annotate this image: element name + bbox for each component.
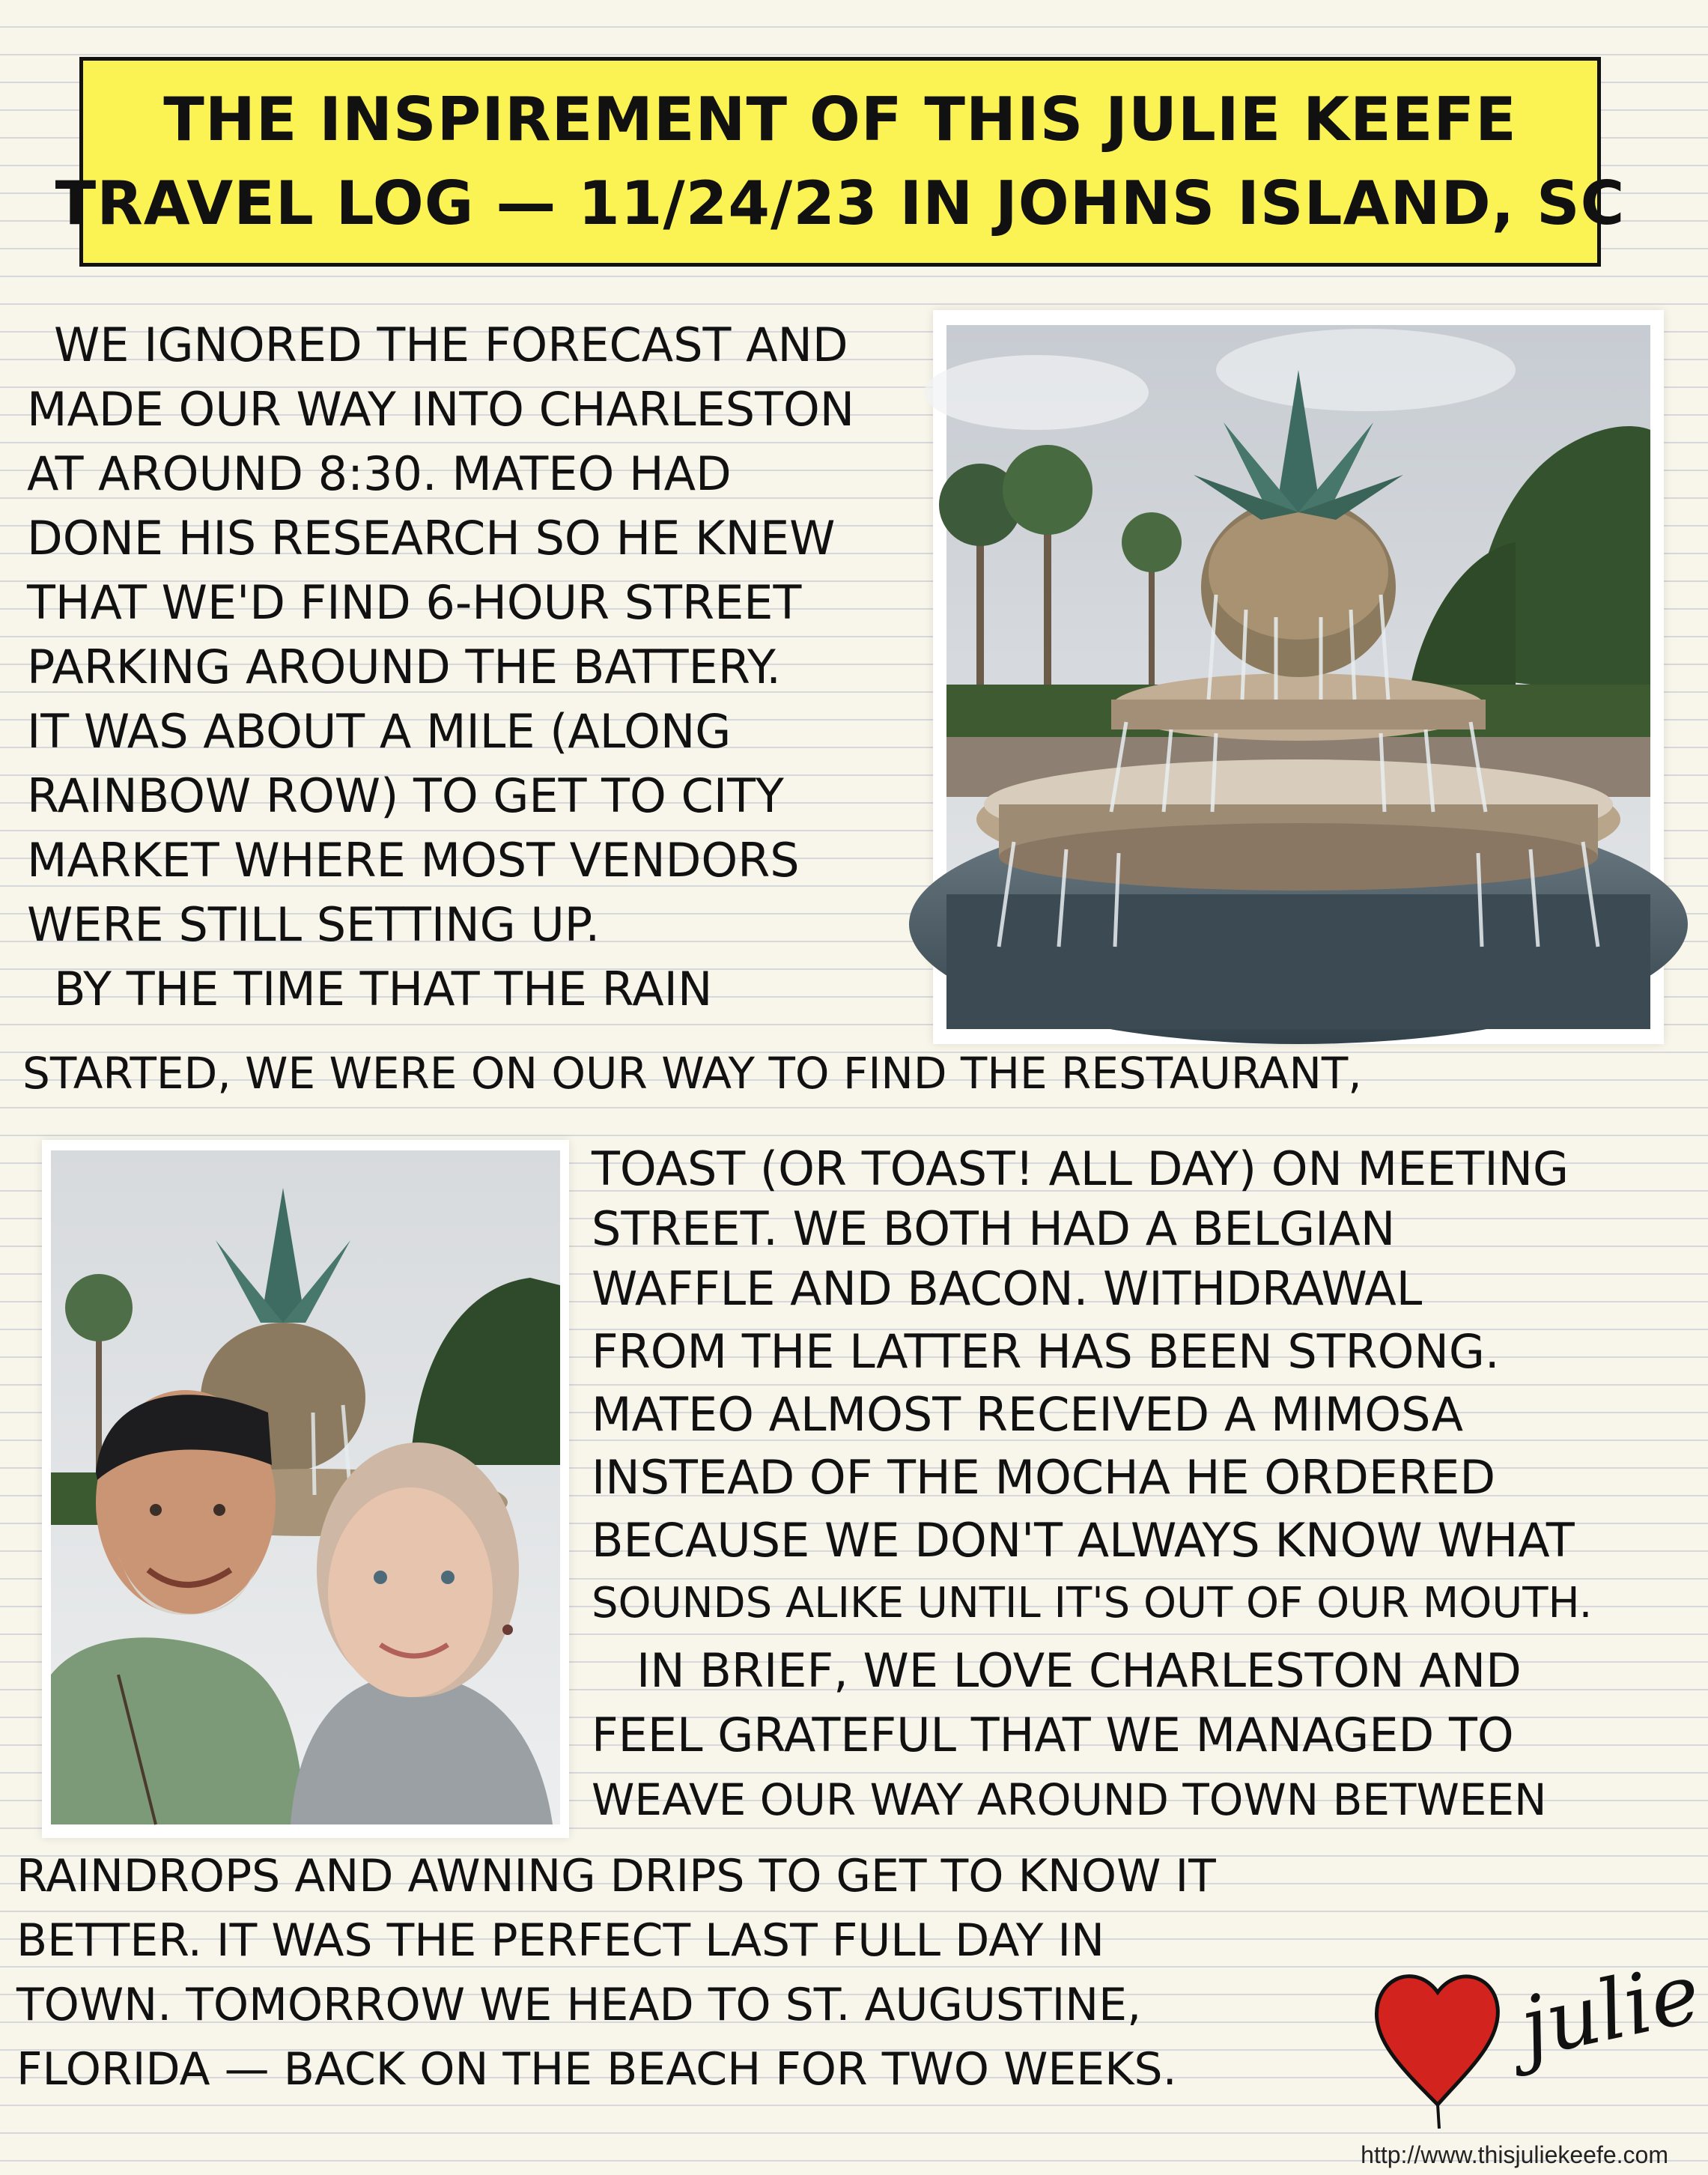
signature: julie (1512, 1944, 1708, 2076)
body-line-26: TOWN. TOMORROW WE HEAD TO ST. AUGUSTINE, (16, 1979, 1142, 2031)
title-line-1: THE INSPIREMENT OF THIS JULIE KEEFE (163, 85, 1517, 154)
body-line-19: BECAUSE WE DON'T ALWAYS KNOW WHAT (592, 1513, 1575, 1568)
body-line-5: THAT WE'D FIND 6-HOUR STREET (27, 575, 802, 630)
selfie-photo (42, 1140, 569, 1838)
body-line-27: FLORIDA — BACK ON THE BEACH FOR TWO WEEKS. (16, 2043, 1177, 2096)
body-line-4: DONE HIS RESEARCH SO HE KNEW (27, 511, 836, 565)
body-line-14: STREET. WE BOTH HAD A BELGIAN (592, 1201, 1396, 1256)
body-line-8: RAINBOW ROW) TO GET TO CITY (27, 768, 784, 823)
body-line-3: AT AROUND 8:30. MATEO HAD (27, 446, 732, 501)
body-line-12: STARTED, WE WERE ON OUR WAY TO FIND THE RESTAURANT, (22, 1048, 1362, 1099)
body-line-1: WE IGNORED THE FORECAST AND (54, 318, 848, 372)
title-line-2: TRAVEL LOG — 11/24/23 IN JOHNS ISLAND, SC (55, 169, 1626, 238)
body-line-23: WEAVE OUR WAY AROUND TOWN BETWEEN (592, 1774, 1547, 1825)
body-line-24: RAINDROPS AND AWNING DRIPS TO GET TO KNOW IT (16, 1850, 1216, 1902)
body-line-20: SOUNDS ALIKE UNTIL IT'S OUT OF OUR MOUTH. (592, 1579, 1593, 1628)
body-line-10: WERE STILL SETTING UP. (27, 897, 601, 952)
footer-url[interactable]: http://www.thisjuliekeefe.com (1361, 2141, 1668, 2168)
body-line-17: MATEO ALMOST RECEIVED A MIMOSA (592, 1387, 1463, 1442)
body-line-2: MADE OUR WAY INTO CHARLESTON (27, 382, 855, 437)
title-box (55, 57, 1626, 267)
body-line-11: BY THE TIME THAT THE RAIN (54, 962, 713, 1016)
body-line-16: FROM THE LATTER HAS BEEN STRONG. (592, 1324, 1500, 1379)
body-line-18: INSTEAD OF THE MOCHA HE ORDERED (592, 1450, 1496, 1505)
body-line-22: FEEL GRATEFUL THAT WE MANAGED TO (592, 1708, 1514, 1762)
body-line-21: IN BRIEF, WE LOVE CHARLESTON AND (636, 1643, 1522, 1698)
heart-signature (1370, 1932, 1708, 2142)
body-line-7: IT WAS ABOUT A MILE (ALONG (27, 704, 732, 759)
body-line-6: PARKING AROUND THE BATTERY. (27, 640, 781, 694)
body-line-25: BETTER. IT WAS THE PERFECT LAST FULL DAY IN (16, 1914, 1105, 1967)
body-line-15: WAFFLE AND BACON. WITHDRAWAL (592, 1261, 1423, 1316)
fountain-photo (933, 310, 1664, 1044)
body-line-13: TOAST (OR TOAST! ALL DAY) ON MEETING (592, 1141, 1569, 1196)
body-line-9: MARKET WHERE MOST VENDORS (27, 833, 800, 888)
